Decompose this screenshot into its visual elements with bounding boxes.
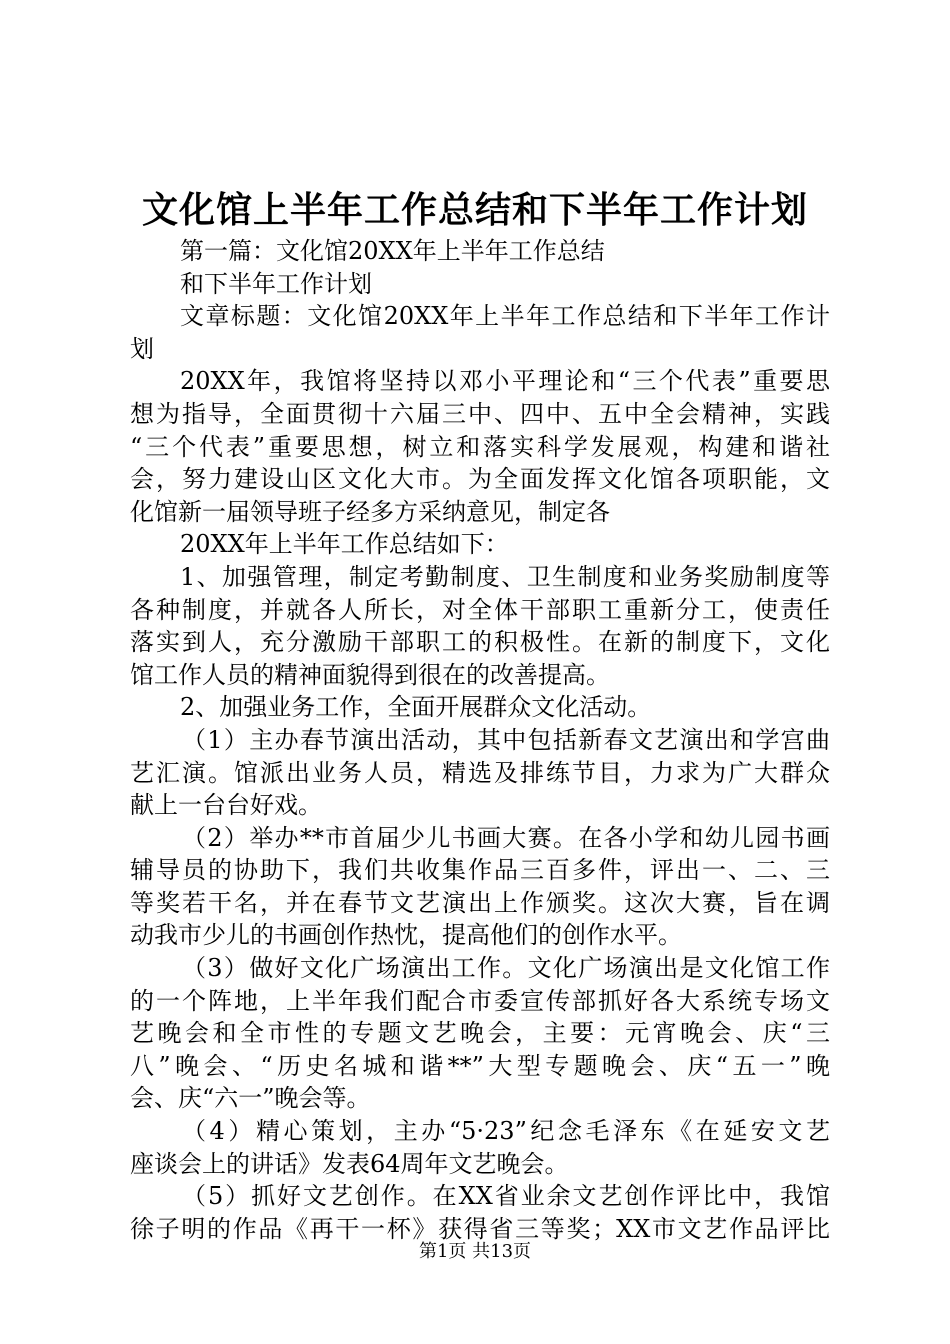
body-text-line: （1）主办春节演出活动，其中包括新春文艺演出和学宫曲 [182, 725, 830, 754]
body-text-line: 第一篇：文化馆20XX年上半年工作总结 [180, 237, 605, 265]
body-text-line: “三个代表”重要思想，树立和落实科学发展观，构建和谐社 [130, 432, 830, 461]
body-text-line: （2）举办**市首届少儿书画大赛。在各小学和幼儿园书画 [182, 823, 830, 852]
body-text-line: 的一个阵地，上半年我们配合市委宣传部抓好各大系统专场文 [130, 986, 830, 1015]
body-text-line: 八”晚会、“历史名城和谐**”大型专题晚会、庆“五一”晚 [130, 1051, 830, 1080]
body-text-line: 1、加强管理，制定考勤制度、卫生制度和业务奖励制度等 [180, 562, 830, 591]
body-text-line: 艺晚会和全市性的专题文艺晚会，主要：元宵晚会、庆“三 [130, 1019, 830, 1048]
body-text-line: 落实到人，充分激励干部职工的积极性。在新的制度下，文化 [130, 628, 830, 657]
body-text-line: （4）精心策划，主办“5·23”纪念毛泽东《在延安文艺 [182, 1117, 830, 1146]
body-text-line: 20XX年上半年工作总结如下： [180, 530, 509, 559]
body-text-line: 划 [130, 334, 154, 363]
body-text-line: 动我市少儿的书画创作热忱，提高他们的创作水平。 [130, 921, 682, 950]
body-text-line: 想为指导，全面贯彻十六届三中、四中、五中全会精神，实践 [130, 399, 830, 428]
body-text-line: 文章标题：文化馆20XX年上半年工作总结和下半年工作计 [180, 302, 830, 331]
body-text-line: 馆工作人员的精神面貌得到很在的改善提高。 [130, 660, 610, 689]
body-text-line: 20XX年，我馆将坚持以邓小平理论和“三个代表”重要思 [180, 367, 830, 396]
body-text-line: 会，努力建设山区文化大市。为全面发挥文化馆各项职能，文 [130, 465, 830, 494]
body-text-line: 各种制度，并就各人所长，对全体干部职工重新分工，使责任 [130, 595, 830, 624]
body-text-line: 徐子明的作品《再干一杯》获得省三等奖；XX市文艺作品评比 [130, 1214, 830, 1243]
page-footer: 第1页 共13页 [418, 1241, 532, 1262]
document-body [130, 235, 830, 1245]
body-text-line: 等奖若干名，并在春节文艺演出上作颁奖。这次大赛，旨在调 [130, 888, 830, 917]
body-text-line: 艺汇演。馆派出业务人员，精选及排练节目，力求为广大群众 [130, 758, 830, 787]
body-text-line: 化馆新一届领导班子经多方采纳意见，制定各 [130, 497, 610, 526]
body-text-line: 辅导员的协助下，我们共收集作品三百多件，评出一、二、三 [130, 856, 830, 885]
body-text-line: （3）做好文化广场演出工作。文化广场演出是文化馆工作 [182, 954, 830, 983]
body-text-line: 2、加强业务工作，全面开展群众文化活动。 [180, 693, 652, 722]
body-text-line: （5）抓好文艺创作。在XX省业余文艺创作评比中，我馆 [182, 1182, 830, 1211]
body-text-line: 座谈会上的讲话》发表64周年文艺晚会。 [130, 1149, 569, 1178]
body-text-line: 和下半年工作计划 [180, 269, 372, 298]
body-text-line: 献上一台台好戏。 [130, 791, 322, 820]
document-title: 文化馆上半年工作总结和下半年工作计划 [141, 189, 808, 231]
body-text-line: 会、庆“六一”晚会等。 [130, 1084, 371, 1113]
